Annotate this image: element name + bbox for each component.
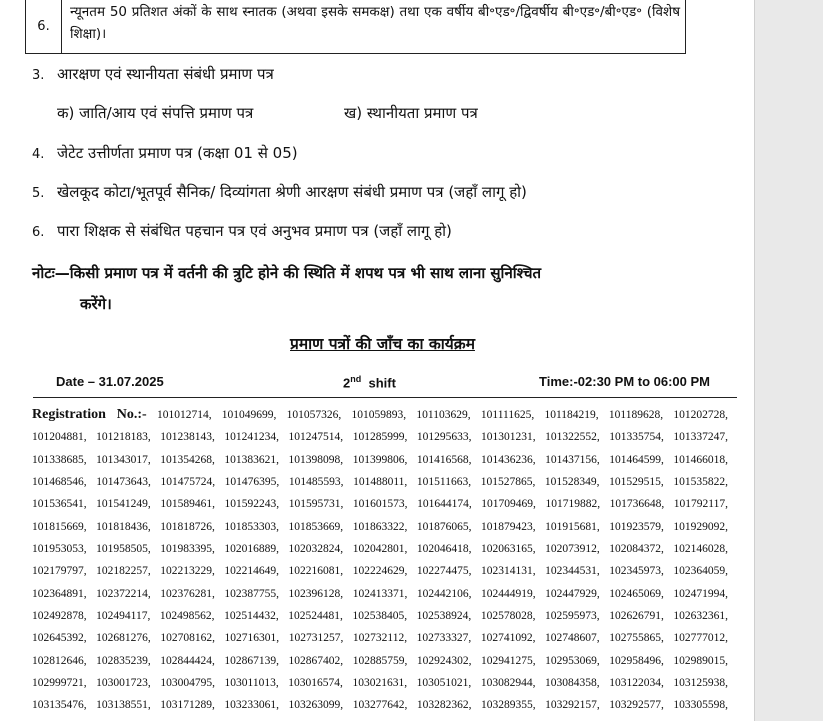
list-item-5 [32,182,527,202]
registration-line: 103135476, 103138551, 103171289, 103233061, 103263099, 103277642, 103282362, 103289355, 103292157, 103292577, 103305598, [32,699,728,712]
registration-line: 101536541, 101541249, 101589461, 101592243, 101595731, 101601573, 101644174, 101709469, 101719882, 101736648, 101792117, [32,498,728,511]
registration-list [32,404,728,717]
registration-line: 102492878, 102494117, 102498562, 102514432, 102524481, 102538405, 102538924, 102578028, 102595973, 102626791, 102632361, [32,610,728,623]
registration-line: 101338685, 101343017, 101354268, 101383621, 101398098, 101399806, 101416568, 101436236, 101437156, 101464599, 101466018, [32,453,728,466]
shift-suffix: nd [350,374,362,384]
list-item-number: 3. [32,68,45,83]
list-item-4 [32,143,298,163]
registration-line: 101953053, 101958505, 101983395, 102016889, 102032824, 102042801, 102046418, 102063165, 102073912, 102084372, 102146028, [32,543,728,556]
shift-number: 2 [343,375,351,391]
table-row-text: न्यूनतम 50 प्रतिशत अंकों के साथ स्नातक (अथवा इसके समकक्ष) तथा एक वर्षीय बी॰एड॰/द्विवर्षीय बी॰एड॰/बी॰एड॰ (विशेष शिक्षा)। [70,4,680,42]
registration-numbers: 101012714, 101049699, 101057326, 101059893, 101103629, 101111625, 101184219, 101189628, 101202728, [156,409,728,421]
registration-line: 102364891, 102372214, 102376281, 102387755, 102396128, 102413371, 102442106, 102444919, 102447929, 102465069, 102471994, [32,587,728,600]
viewer-side-panel [754,0,823,721]
list-item-text: पारा शिक्षक से संबंधित पहचान पत्र एवं अनुभव प्रमाण पत्र (जहाँ लागू हो) [57,222,452,240]
eligibility-table-row [25,0,686,54]
registration-line: 102812646, 102835239, 102844424, 102867139, 102867402, 102885759, 102924302, 102941275, 102953069, 102958496, 102989015, [32,654,728,667]
sub-item-kha: ख) स्थानीयता प्रमाण पत्र [344,104,478,122]
schedule-time: Time:-02:30 PM to 06:00 PM [539,374,710,389]
list-item-6 [32,221,452,241]
note-paragraph [32,258,722,320]
list-item-number: 6. [32,225,45,240]
registration-line: 101815669, 101818436, 101818726, 101853303, 101853669, 101863322, 101876065, 101879423, 101915681, 101923579, 101929092, [32,520,728,533]
list-item-text: जेटेट उत्तीर्णता प्रमाण पत्र (कक्षा 01 से 05) [57,144,298,162]
shift-word: shift [368,375,396,391]
list-item-number: 5. [32,186,45,201]
registration-line: 101468546, 101473643, 101475724, 101476395, 101485593, 101488011, 101511663, 101527865, 101528349, 101529515, 101535822, [32,476,728,489]
table-row-number: 6. [26,0,62,53]
registration-line [32,404,728,426]
list-item-3 [32,64,274,84]
schedule-title: प्रमाण पत्रों की जाँच का कार्यक्रम [290,335,475,353]
registration-line: 101204881, 101218183, 101238143, 101241234, 101247514, 101285999, 101295633, 101301231, 101322552, 101335754, 101337247, [32,431,728,444]
sub-item-ka: क) जाति/आय एवं संपत्ति प्रमाण पत्र [57,104,254,122]
schedule-date: Date – 31.07.2025 [56,374,164,389]
schedule-shift [343,374,396,390]
registration-line: 102645392, 102681276, 102708162, 102716301, 102731257, 102732112, 102733327, 102741092, 102748607, 102755865, 102777012, [32,632,728,645]
registration-line: 102179797, 102182257, 102213229, 102214649, 102216081, 102224629, 102274475, 102314131, 102344531, 102345973, 102364059, [32,565,728,578]
registration-line: 102999721, 103001723, 103004795, 103011013, 103016574, 103021631, 103051021, 103082944, 103084358, 103122034, 103125938, [32,677,728,690]
note-line-1: नोटः—किसी प्रमाण पत्र में वर्तनी की त्रुटि होने की स्थिति में शपथ पत्र भी साथ लाना सुनिश्चित [32,264,542,282]
list-item-number: 4. [32,147,45,162]
list-item-text: आरक्षण एवं स्थानीयता संबंधी प्रमाण पत्र [57,65,274,83]
schedule-header-row [33,370,737,398]
note-line-2: करेंगे। [80,295,112,313]
list-item-text: खेलकूद कोटा/भूतपूर्व सैनिक/ दिव्यांगता श्रेणी आरक्षण संबंधी प्रमाण पत्र (जहाँ लागू हो) [57,183,527,201]
registration-label: Registration No.:- [32,407,147,422]
